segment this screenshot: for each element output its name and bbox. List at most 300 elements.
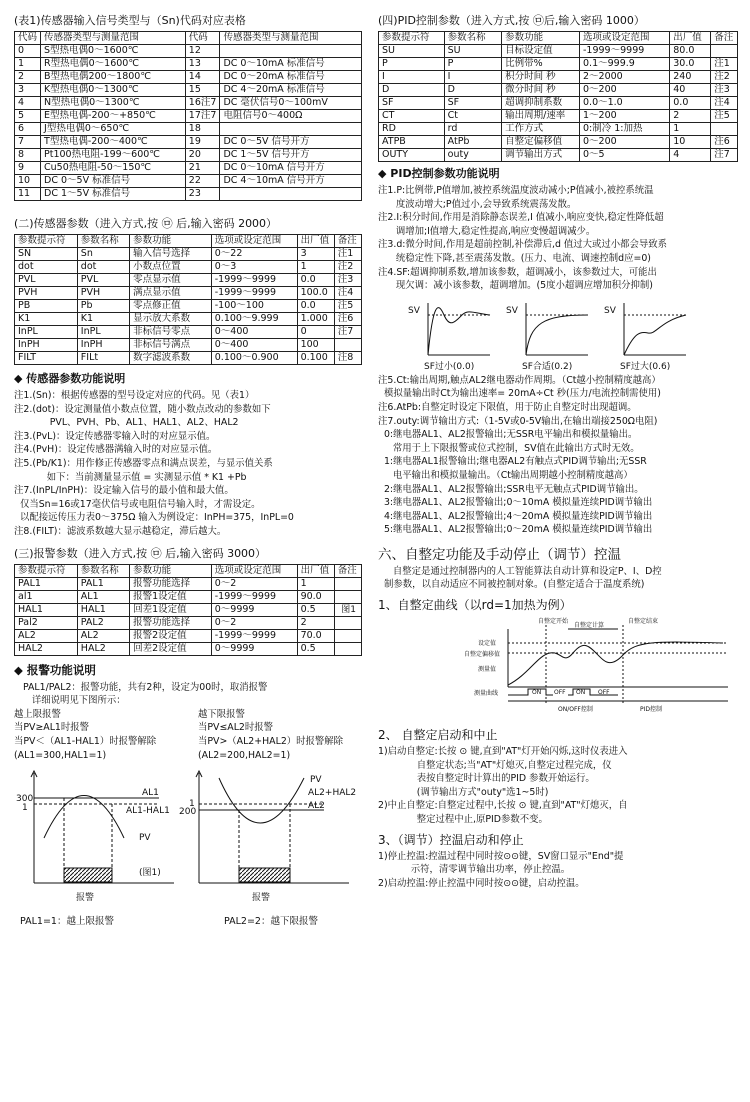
fig-al1-hal1: AL1-HAL1	[126, 805, 170, 816]
table-cell: 报警功能选择	[130, 616, 212, 629]
table-row	[15, 274, 362, 287]
table-cell: 100	[297, 339, 334, 352]
table-cell: DC 0～20mA 标准信号	[220, 71, 362, 84]
table-cell: Cu50热电阻-50～150℃	[41, 162, 186, 175]
table-row	[15, 603, 362, 616]
table-cell: 数字滤波系数	[130, 352, 212, 365]
text-line: 电平输出和模拟量输出。（Ct输出周期越小控制精度越高）	[378, 469, 633, 481]
table-header: 参数名称	[444, 32, 501, 45]
table-cell: K1	[77, 313, 129, 326]
table-header: 备注	[334, 235, 361, 248]
table-cell: 0～9999	[211, 603, 297, 616]
table-cell: DC 1～5V 信号开方	[220, 149, 362, 162]
table-cell: SU	[379, 45, 445, 58]
table-cell: 注6	[334, 313, 361, 326]
alarm-figure	[14, 768, 362, 910]
alarm-params-table	[14, 564, 362, 656]
text-line: 5:继电器AL1、AL2报警输出;0～20mA 模拟量连续PID调节输出	[378, 524, 653, 536]
table-row	[379, 58, 738, 71]
sf-cap3: SF过大(0.6)	[620, 361, 671, 371]
fig-alarm-left: 报警	[76, 892, 95, 903]
at-off2: OFF	[598, 689, 610, 697]
at-start: 自整定开始	[538, 618, 569, 626]
table-cell: 0～2	[211, 616, 297, 629]
table-row	[379, 71, 738, 84]
table-cell: 240	[670, 71, 711, 84]
sf-cap1: SF过小(0.0)	[424, 361, 475, 371]
pid-notes	[378, 184, 738, 293]
table-row	[15, 162, 362, 175]
table-cell: 0～400	[211, 339, 297, 352]
text-line: 2:继电器AL1、AL2报警输出;SSR电平无触点式PID调节输出。	[378, 483, 644, 495]
table-row	[15, 642, 362, 655]
table-cell: 14	[185, 71, 220, 84]
text-line: 调增加;I值增大,稳定性提高,响应变慢超调减少。	[378, 225, 596, 237]
table-row	[15, 326, 362, 339]
table-cell: 注8	[334, 352, 361, 365]
text-line: 度波动增大;P值过小,会导致系统震荡发散。	[378, 198, 577, 210]
fig-al1: AL1	[142, 787, 159, 798]
table-cell: DC 0～5V 信号开方	[220, 136, 362, 149]
text-line: 以配接远传压力表0～375Ω 输入为例设定：InPH=375，InPL=0	[14, 512, 294, 524]
text-line: PVL、PVH、Pb、AL1、HAL1、AL2、HAL2	[14, 417, 239, 429]
table-cell: 21	[185, 162, 220, 175]
table-header: 参数提示符	[15, 235, 78, 248]
table-cell: HAL1	[15, 603, 78, 616]
table-header: 选项或设定范围	[580, 32, 670, 45]
table-cell: 输出周期/速率	[502, 110, 580, 123]
table-cell: P	[444, 58, 501, 71]
table-cell: SF	[444, 97, 501, 110]
alarm-explanations	[14, 708, 362, 768]
text-line: 自整定状态;当"AT"灯熄灭,自整定过程完成，仪	[378, 759, 612, 771]
table-header: 备注	[334, 564, 361, 577]
table-cell: Pb	[77, 300, 129, 313]
text-line: 自整定是通过控制器内的人工智能算法自动计算和设定P、I、D控	[378, 565, 662, 577]
table-cell: 22	[185, 175, 220, 188]
table-header: 参数提示符	[15, 564, 78, 577]
table-cell: 16注7	[185, 97, 220, 110]
table-cell: J型热电偶0～650℃	[41, 123, 186, 136]
table-cell: HAL2	[15, 642, 78, 655]
text-line: 当PV＜（AL1-HAL1）时报警解除	[14, 735, 157, 747]
table-cell: ATPB	[379, 136, 445, 149]
table-cell: 注4	[334, 287, 361, 300]
table-cell: 输入信号选择	[130, 248, 212, 261]
table-header: 代码	[185, 32, 220, 45]
table-cell: 0.0	[670, 97, 711, 110]
text-line: 现欠调：减小该参数，超调增加。(5度小超调应增加积分抑制)	[378, 280, 653, 292]
sf-sv1: SV	[408, 305, 420, 316]
at-curve: 测量曲线	[474, 690, 499, 698]
table-cell: K1	[15, 313, 78, 326]
table-cell: 积分时间 秒	[502, 71, 580, 84]
table-cell: 小数点位置	[130, 261, 212, 274]
table-cell	[334, 339, 361, 352]
text-line: 注6.AtPb:自整定时设定下限值，用于防止自整定时出现超调。	[378, 401, 637, 413]
table-cell: 电阻信号0～400Ω	[220, 110, 362, 123]
table-cell: 注6	[711, 136, 738, 149]
table-row	[379, 97, 738, 110]
text-line: 制参数，以自动适应不同被控制对象。(自整定适合于温度系统)	[378, 579, 645, 591]
table-cell: 17注7	[185, 110, 220, 123]
table-header: 参数功能	[502, 32, 580, 45]
fig-alarm-right: 报警	[252, 892, 271, 903]
table-cell: DC 0～10mA 标准信号	[220, 58, 362, 71]
pid-notes-title: ◆ PID控制参数功能说明	[378, 167, 500, 180]
table-cell: S型热电偶0～1600℃	[41, 45, 186, 58]
table-cell: 2	[670, 110, 711, 123]
table-cell: SF	[379, 97, 445, 110]
table-cell	[334, 616, 361, 629]
table-cell	[334, 629, 361, 642]
table-cell: 注3	[334, 274, 361, 287]
table-row	[15, 590, 362, 603]
text-line: 注3.(PvL)：设定传感器零输入时的对应显示值。	[14, 430, 216, 442]
table-cell: I	[379, 71, 445, 84]
table-header: 参数提示符	[379, 32, 445, 45]
table-cell: 0.0	[297, 274, 334, 287]
table-cell: I	[444, 71, 501, 84]
table-header: 传感器类型与测量范围	[41, 32, 186, 45]
table-cell: 0～3	[211, 261, 297, 274]
section6-title: 六、自整定功能及手动停止（调节）控温	[378, 546, 621, 563]
table-cell: SU	[444, 45, 501, 58]
table-cell: 10	[670, 136, 711, 149]
text-line: 注4.SF:超调抑制系数,增加该参数，超调减小，该参数过大，可能出	[378, 266, 657, 278]
text-line: (AL2=200,HAL2=1)	[198, 749, 291, 761]
table-cell: 70.0	[297, 629, 334, 642]
sensor-notes-title: ◆ 传感器参数功能说明	[14, 372, 126, 385]
table-cell: 显示放大系数	[130, 313, 212, 326]
table-row	[15, 313, 362, 326]
text-line: 统稳定性下降,甚至震荡发散。(压力、电流、调速控制d应=0)	[378, 252, 651, 264]
table-row	[15, 300, 362, 313]
table-cell: R型热电偶0～1600℃	[41, 58, 186, 71]
table-cell: al1	[15, 590, 78, 603]
fig-al2-hal2: AL2+HAL2	[308, 787, 357, 798]
table-cell: 18	[185, 123, 220, 136]
at-sv: 设定值	[478, 640, 497, 648]
table-header: 选项或设定范围	[211, 235, 297, 248]
table-cell: 1～200	[580, 110, 670, 123]
table-cell: 注1	[334, 248, 361, 261]
text-line: 1:继电器AL1报警输出;继电器AL2有触点式PID调节输出;无SSR	[378, 456, 647, 468]
table-row	[15, 175, 362, 188]
table-header: 参数名称	[77, 564, 129, 577]
sf-cap2: SF合适(0.2)	[522, 361, 573, 371]
table-cell: dot	[77, 261, 129, 274]
table-cell: InPH	[15, 339, 78, 352]
table-cell: 1	[15, 58, 41, 71]
table-cell: D	[379, 84, 445, 97]
table-cell: 回差1设定值	[130, 603, 212, 616]
fig-y-300: 300	[16, 793, 34, 804]
table-cell: -1999～9999	[211, 274, 297, 287]
pid-notes-2	[378, 374, 738, 537]
table-row	[15, 352, 362, 365]
table-row	[379, 136, 738, 149]
table-cell: 零点显示值	[130, 274, 212, 287]
text-line: 整定过程中止,原PID参数不变。	[378, 814, 548, 826]
table-cell: DC 4～20mA 标准信号	[220, 84, 362, 97]
table-header: 参数名称	[77, 235, 129, 248]
table-cell: Sn	[77, 248, 129, 261]
table-cell: -1999～9999	[211, 287, 297, 300]
table-cell: PAL1	[15, 577, 78, 590]
table-cell: 0.0～1.0	[580, 97, 670, 110]
table-cell: D	[444, 84, 501, 97]
table-cell: 注5	[334, 300, 361, 313]
text-line: (调节输出方式"outy"选1~5时)	[378, 786, 549, 798]
table-cell: 5	[15, 110, 41, 123]
table-row	[15, 248, 362, 261]
table-cell: 1.000	[297, 313, 334, 326]
table-cell: 19	[185, 136, 220, 149]
table-cell: rd	[444, 123, 501, 136]
table-cell: 30.0	[670, 58, 711, 71]
sf-curves-figure	[378, 293, 738, 371]
table-cell: DC 0～10mA 信号开方	[220, 162, 362, 175]
table-row	[15, 188, 362, 201]
table-cell: 3	[15, 84, 41, 97]
table-header: 传感器类型与测量范围	[220, 32, 362, 45]
table-row	[15, 149, 362, 162]
text-line: 注3.d:微分时间,作用是超前控制,补偿滞后,d 值过大或过小都会导致系	[378, 239, 668, 251]
table-cell: 0～9999	[211, 642, 297, 655]
table-cell: 7	[15, 136, 41, 149]
table-cell: 注2	[711, 71, 738, 84]
table-cell: 工作方式	[502, 123, 580, 136]
text-line: 4:继电器AL1、AL2报警输出;4～20mA 模拟量连续PID调节输出	[378, 510, 653, 522]
table-header: 选项或设定范围	[211, 564, 297, 577]
table-cell: RD	[379, 123, 445, 136]
table-header: 代码	[15, 32, 41, 45]
table-cell: InPL	[15, 326, 78, 339]
at-off1: OFF	[554, 689, 566, 697]
control-startstop-notes	[378, 850, 738, 891]
table-cell: E型热电偶-200～+850℃	[41, 110, 186, 123]
table-cell: Pal2	[15, 616, 78, 629]
table-row	[379, 84, 738, 97]
table-cell: PB	[15, 300, 78, 313]
text-line: 注5.(Pb/K1)：用作修正传感器零点和满点误差，与显示值关系	[14, 457, 273, 469]
table-cell: -1999～9999	[211, 590, 297, 603]
table-cell: 目标设定值	[502, 45, 580, 58]
table-cell: 回差2设定值	[130, 642, 212, 655]
alarm-notes	[14, 681, 362, 708]
table-cell: 注7	[711, 149, 738, 162]
table-cell: HAL1	[77, 603, 129, 616]
table-cell: K型热电偶0～1300℃	[41, 84, 186, 97]
caption-pal2: PAL2=2：越下限报警	[224, 915, 318, 927]
sensor-params-title: (二)传感器参数（进入方式,按 ㉤ 后,输入密码 2000）	[14, 217, 278, 230]
text-line: 2)中止自整定:自整定过程中,长按 ⊙ 键,直到"AT"灯熄灭，自	[378, 800, 628, 812]
table-cell: FILT	[15, 352, 78, 365]
table-row	[379, 110, 738, 123]
table-cell: 1	[670, 123, 711, 136]
table-row	[15, 58, 362, 71]
table-row	[15, 339, 362, 352]
table-header: 参数功能	[130, 564, 212, 577]
table-cell: SN	[15, 248, 78, 261]
table-cell: 2	[297, 616, 334, 629]
fig-y-1: 1	[22, 802, 28, 813]
fig-al2: AL2	[308, 800, 325, 811]
table-cell: 90.0	[297, 590, 334, 603]
table-cell: 注4	[711, 97, 738, 110]
table-header: 出厂值	[670, 32, 711, 45]
table-cell: 零点修正值	[130, 300, 212, 313]
table-cell: OUTY	[379, 149, 445, 162]
table-cell: 0.100～0.900	[211, 352, 297, 365]
table-cell: 0～22	[211, 248, 297, 261]
at-meas: 测量值	[478, 666, 497, 674]
table-row	[379, 45, 738, 58]
text-line: 注1.(Sn)：根据传感器的型号设定对应的代码。见（表1）	[14, 390, 255, 401]
text-line: 1)停止控温:控温过程中同时按⊙⊙键，SV窗口显示"End"提	[378, 850, 624, 862]
table-cell: T型热电偶-200～400℃	[41, 136, 186, 149]
table-cell: PAL2	[77, 616, 129, 629]
table-row	[15, 136, 362, 149]
table-cell	[711, 45, 738, 58]
table-cell: 0.100	[297, 352, 334, 365]
table-cell: 微分时间 秒	[502, 84, 580, 97]
caption-pal1: PAL1=1：越上限报警	[20, 915, 114, 927]
table-cell: 注1	[711, 58, 738, 71]
table-row	[15, 71, 362, 84]
table-cell: -100～100	[211, 300, 297, 313]
table-cell: HAL2	[77, 642, 129, 655]
table-cell: 自整定偏移值	[502, 136, 580, 149]
control-startstop-heading: 3、（调节）控温启动和停止	[378, 832, 524, 847]
fig-pv: PV	[139, 832, 151, 843]
table-cell: 报警1设定值	[130, 590, 212, 603]
table-cell: 报警功能选择	[130, 577, 212, 590]
table-cell	[220, 123, 362, 136]
text-line: 注8.(FILT)：滤波系数越大显示越稳定，滞后越大。	[14, 525, 227, 537]
table-cell: 1	[297, 577, 334, 590]
autotune-curve-heading: 1、自整定曲线（以rd=1加热为例）	[378, 598, 572, 613]
table-row	[379, 149, 738, 162]
table-cell: 0.5	[297, 603, 334, 616]
table-cell: 10	[15, 175, 41, 188]
table-cell: B型热电偶200～1800℃	[41, 71, 186, 84]
text-line: 常用于上下限报警或位式控制，SV值在此输出方式时无效。	[378, 442, 640, 454]
table-cell: 非标信号零点	[130, 326, 212, 339]
at-on1: ON	[532, 689, 542, 697]
table-row	[15, 84, 362, 97]
fig1-note: 图1	[341, 604, 356, 615]
table-cell: -1999～9999	[580, 45, 670, 58]
table-row	[15, 97, 362, 110]
text-line: 表按自整定时计算出的PID 参数开始运行。	[378, 773, 595, 785]
text-line: 当PV≥AL1时报警	[14, 722, 90, 734]
table-cell: InPH	[77, 339, 129, 352]
table-cell: PVL	[15, 274, 78, 287]
fig1-caption: (图1)	[139, 867, 161, 878]
table-cell: 注3	[711, 84, 738, 97]
table-cell: 报警2设定值	[130, 629, 212, 642]
at-offset: 自整定偏移值	[464, 651, 501, 659]
table-cell: 20	[185, 149, 220, 162]
table-row	[15, 616, 362, 629]
text-line: 模拟量输出时Ct为输出速率= 20mA÷Ct 秒(压力/电流控制需使用)	[378, 388, 661, 400]
table-cell: 8	[15, 149, 41, 162]
table-cell: CT	[379, 110, 445, 123]
table-cell: 0～5	[580, 149, 670, 162]
table-cell: DC 4～10mA 信号开方	[220, 175, 362, 188]
table-cell: 9	[15, 162, 41, 175]
table-cell: 0～200	[580, 84, 670, 97]
text-line: 越上限报警	[14, 708, 61, 720]
text-line: 仅当Sn=16或17毫伏信号或电阻信号输入时，才需设定。	[14, 498, 261, 510]
at-calc: 自整定计算	[574, 622, 605, 630]
table-row	[15, 110, 362, 123]
table-cell	[334, 642, 361, 655]
table-row	[379, 123, 738, 136]
text-line: 0:继电器AL1、AL2报警输出;无SSR电平输出和模拟量输出。	[378, 429, 638, 441]
table-cell: PVH	[77, 287, 129, 300]
at-pid: PID控制	[640, 706, 663, 714]
autotune-start-notes	[378, 745, 738, 827]
table-cell: 0.1～999.9	[580, 58, 670, 71]
table-cell: 注7	[334, 326, 361, 339]
table-row	[15, 577, 362, 590]
table-cell: dot	[15, 261, 78, 274]
at-on2: ON	[576, 689, 586, 697]
table-cell: N型热电偶0～1300℃	[41, 97, 186, 110]
text-line: 注4.(PvH)：设定传感器满输入时的对应显示值。	[14, 444, 218, 456]
table-cell: 0	[15, 45, 41, 58]
table-cell: 3	[297, 248, 334, 261]
table-cell: 超调抑制系数	[502, 97, 580, 110]
table-cell: 23	[185, 188, 220, 201]
table-cell: 2～2000	[580, 71, 670, 84]
table-cell: 1	[297, 261, 334, 274]
text-line: 当PV≤AL2时报警	[198, 722, 274, 734]
text-line: PAL1/PAL2：报警功能，共有2种，设定为00时，取消报警	[14, 681, 268, 693]
table-cell: 15	[185, 84, 220, 97]
text-line: 注2.I:积分时间,作用是消除静态误差,I 值减小,响应变快,稳定性降低超	[378, 212, 664, 224]
alarm-notes-title: ◆ 报警功能说明	[14, 662, 96, 677]
table-cell: DC 毫伏信号0～100mV	[220, 97, 362, 110]
table-cell: 调节输出方式	[502, 149, 580, 162]
pid-params-title: (四)PID控制参数（进入方式,按 ㉤后,输入密码 1000）	[378, 14, 645, 27]
table-header: 出厂值	[297, 564, 334, 577]
table-cell: 满点显示值	[130, 287, 212, 300]
left-column	[14, 10, 362, 927]
table1-title: (表1)传感器输入信号类型与（Sn)代码对应表格	[14, 14, 246, 27]
alarm-params-title: (三)报警参数（进入方式,按 ㉤ 后,输入密码 3000）	[14, 546, 267, 560]
table-cell: 13	[185, 58, 220, 71]
text-line: 当PV>（AL2+HAL2）时报警解除	[198, 735, 344, 747]
table-cell: 0～2	[211, 577, 297, 590]
table-cell: 4	[15, 97, 41, 110]
text-line: 越下限报警	[198, 708, 245, 720]
text-line: 详细说明见下图所示：	[14, 695, 126, 707]
table-cell: -1999～9999	[211, 629, 297, 642]
table-cell: 11	[15, 188, 41, 201]
sensor-params-table	[14, 234, 362, 365]
sensor-notes	[14, 389, 362, 539]
table-cell: 0	[297, 326, 334, 339]
autotune-start-heading: 2、 自整定启动和中止	[378, 728, 498, 743]
table-cell	[220, 45, 362, 58]
text-line: 1)启动自整定:长按 ⊙ 键,直到"AT"灯开始闪烁,这时仪表进入	[378, 746, 628, 758]
text-line: 注2.(dot)：设定测量值小数点位置，随小数点改动的参数如下	[14, 403, 271, 415]
table-cell: 0.5	[297, 642, 334, 655]
